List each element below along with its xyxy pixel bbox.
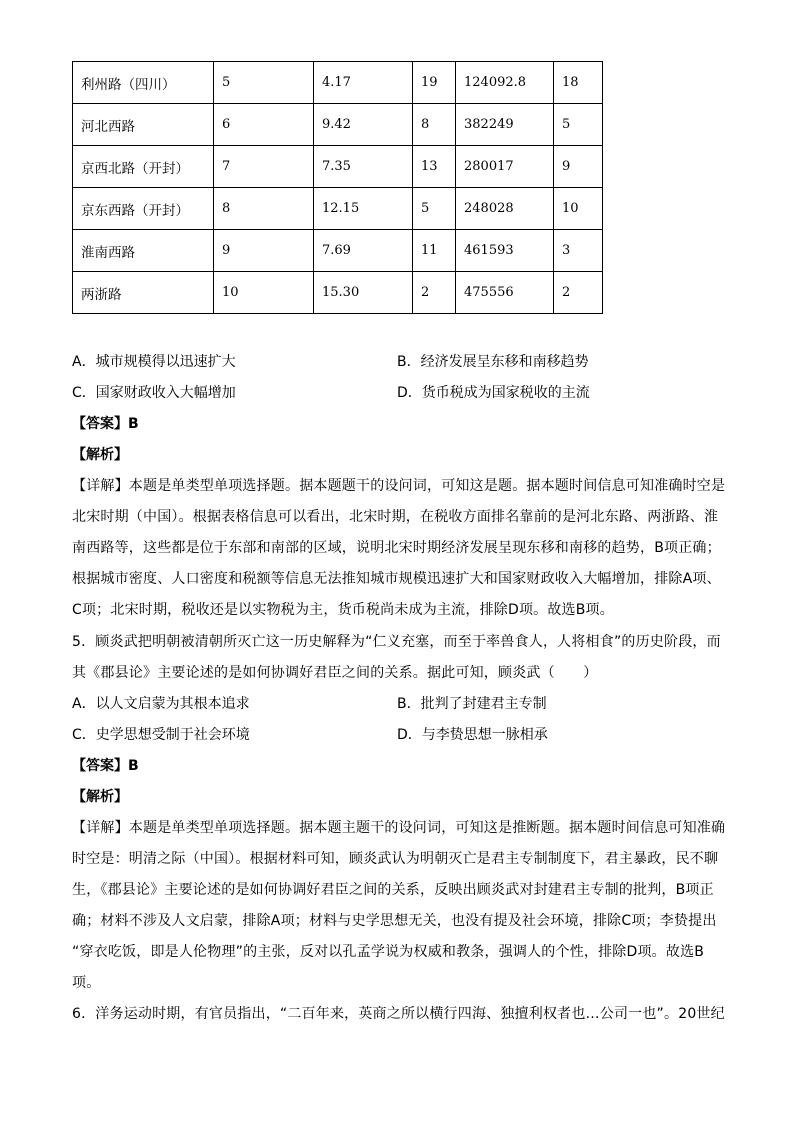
q5-stem-line: 5．顾炎武把明朝被清朝所灭亡这一历史解释为“仁义充塞，而至于率兽食人，人将相食”的历史阶段，而 — [72, 634, 721, 650]
q5-analysis-label: 【解析】 — [72, 789, 128, 805]
q4-options-row-1 — [72, 347, 732, 378]
table-cell: 利州路（四川） — [73, 62, 214, 104]
q4-analysis-label: 【解析】 — [72, 447, 128, 463]
q4-option-d[interactable]: D．货币税成为国家税收的主流 — [397, 385, 590, 401]
q4-answer: 【答案】B — [72, 416, 139, 432]
q5-answer: 【答案】B — [72, 758, 139, 774]
table-cell: 7 — [214, 146, 314, 188]
table-cell: 京东西路（开封） — [73, 188, 214, 230]
q4-detail-line: 南西路等，这些都是位于东部和南部的区域，说明北宋时期经济发展呈现东移和南移的趋势，B项正确； — [72, 540, 721, 556]
table-cell: 9 — [554, 146, 603, 188]
table-cell: 8 — [214, 188, 314, 230]
table-cell: 5 — [413, 188, 456, 230]
q5-option-c[interactable]: C．史学思想受制于社会环境 — [72, 727, 250, 743]
table-cell: 475556 — [456, 272, 554, 314]
q4-option-c[interactable]: C．国家财政收入大幅增加 — [72, 385, 236, 401]
table-cell: 7.35 — [314, 146, 413, 188]
table-cell: 461593 — [456, 230, 554, 272]
q5-stem — [72, 627, 732, 689]
q4-options-row-2 — [72, 378, 732, 409]
table-row — [73, 188, 603, 230]
table-cell: 5 — [214, 62, 314, 104]
table-row — [73, 272, 603, 314]
table-cell: 248028 — [456, 188, 554, 230]
table-cell: 15.30 — [314, 272, 413, 314]
table-cell: 18 — [554, 62, 603, 104]
q5-detail — [72, 813, 732, 999]
q5-detail-line: 项。 — [72, 975, 101, 991]
table-cell: 3 — [554, 230, 603, 272]
table-cell: 19 — [413, 62, 456, 104]
q5-options-row-1 — [72, 689, 732, 720]
q5-option-b[interactable]: B．批判了封建君主专制 — [397, 696, 547, 712]
table-cell: 11 — [413, 230, 456, 272]
table-row — [73, 104, 603, 146]
table-cell: 6 — [214, 104, 314, 146]
q6-stem — [72, 999, 732, 1030]
q5-detail-line: 时空是：明清之际（中国）。根据材料可知，顾炎武认为明朝灭亡是君主专制制度下，君主暴政，民不聊 — [72, 851, 719, 867]
q5-options-row-2 — [72, 720, 732, 751]
q4-detail-line: C项；北宋时期，税收还是以实物税为主，货币税尚未成为主流，排除D项。故选B项。 — [72, 602, 614, 618]
table-cell: 8 — [413, 104, 456, 146]
table-cell: 2 — [413, 272, 456, 314]
table-cell: 12.15 — [314, 188, 413, 230]
table-cell: 9.42 — [314, 104, 413, 146]
tax-data-table — [72, 61, 603, 314]
table-row — [73, 146, 603, 188]
q5-detail-line: 【详解】本题是单类型单项选择题。据本题主题干的设问词，可知这是推断题。据本题时间信息可知准确 — [72, 820, 726, 836]
table-cell: 124092.8 — [456, 62, 554, 104]
table-cell: 京西北路（开封） — [73, 146, 214, 188]
q4-option-b[interactable]: B．经济发展呈东移和南移趋势 — [397, 354, 589, 370]
q5-stem-line: 其《郡县论》主要论述的是如何协调好君臣之间的关系。据此可知，顾炎武（ ） — [72, 665, 598, 681]
q5-detail-line: 确；材料不涉及人文启蒙，排除A项；材料与史学思想无关，也没有提及社会环境，排除C项；李贽提出 — [72, 913, 717, 929]
q5-option-a[interactable]: A．以人文启蒙为其根本追求 — [72, 696, 250, 712]
table-row — [73, 230, 603, 272]
table-cell: 4.17 — [314, 62, 413, 104]
q5-detail-line: “穿衣吃饭，即是人伦物理”的主张，反对以孔孟学说为权威和教条，强调人的个性，排除D项。故选B — [72, 944, 705, 960]
table-cell: 淮南西路 — [73, 230, 214, 272]
q4-detail — [72, 471, 732, 626]
q4-detail-line: 北宋时期（中国）。根据表格信息可以看出，北宋时期，在税收方面排名靠前的是河北东路、两浙路、淮 — [72, 509, 719, 525]
table-cell: 9 — [214, 230, 314, 272]
q5-section — [72, 627, 732, 1030]
q4-section — [72, 347, 732, 626]
q5-detail-line: 生，《郡县论》主要论述的是如何协调好君臣之间的关系，反映出顾炎武对封建君主专制的批判，B项正 — [72, 882, 714, 898]
q4-detail-line: 【详解】本题是单类型单项选择题。据本题题干的设问词，可知这是题。据本题时间信息可知准确时空是 — [72, 478, 726, 494]
q4-option-a[interactable]: A．城市规模得以迅速扩大 — [72, 354, 236, 370]
table-row — [73, 62, 603, 104]
table-cell: 两浙路 — [73, 272, 214, 314]
table-cell: 10 — [554, 188, 603, 230]
table-cell: 2 — [554, 272, 603, 314]
table-cell: 7.69 — [314, 230, 413, 272]
q4-detail-line: 根据城市密度、人口密度和税额等信息无法推知城市规模迅速扩大和国家财政收入大幅增加，排除A项、 — [72, 571, 721, 587]
table-cell: 382249 — [456, 104, 554, 146]
table-cell: 河北西路 — [73, 104, 214, 146]
q6-stem-line: 6．洋务运动时期，有官员指出，“二百年来，英商之所以横行四海、独擅利权者也…公司一也”。20世纪 — [72, 1006, 725, 1022]
q5-option-d[interactable]: D．与李贽思想一脉相承 — [397, 727, 548, 743]
table-cell: 13 — [413, 146, 456, 188]
table-cell: 5 — [554, 104, 603, 146]
table-cell: 10 — [214, 272, 314, 314]
table-cell: 280017 — [456, 146, 554, 188]
